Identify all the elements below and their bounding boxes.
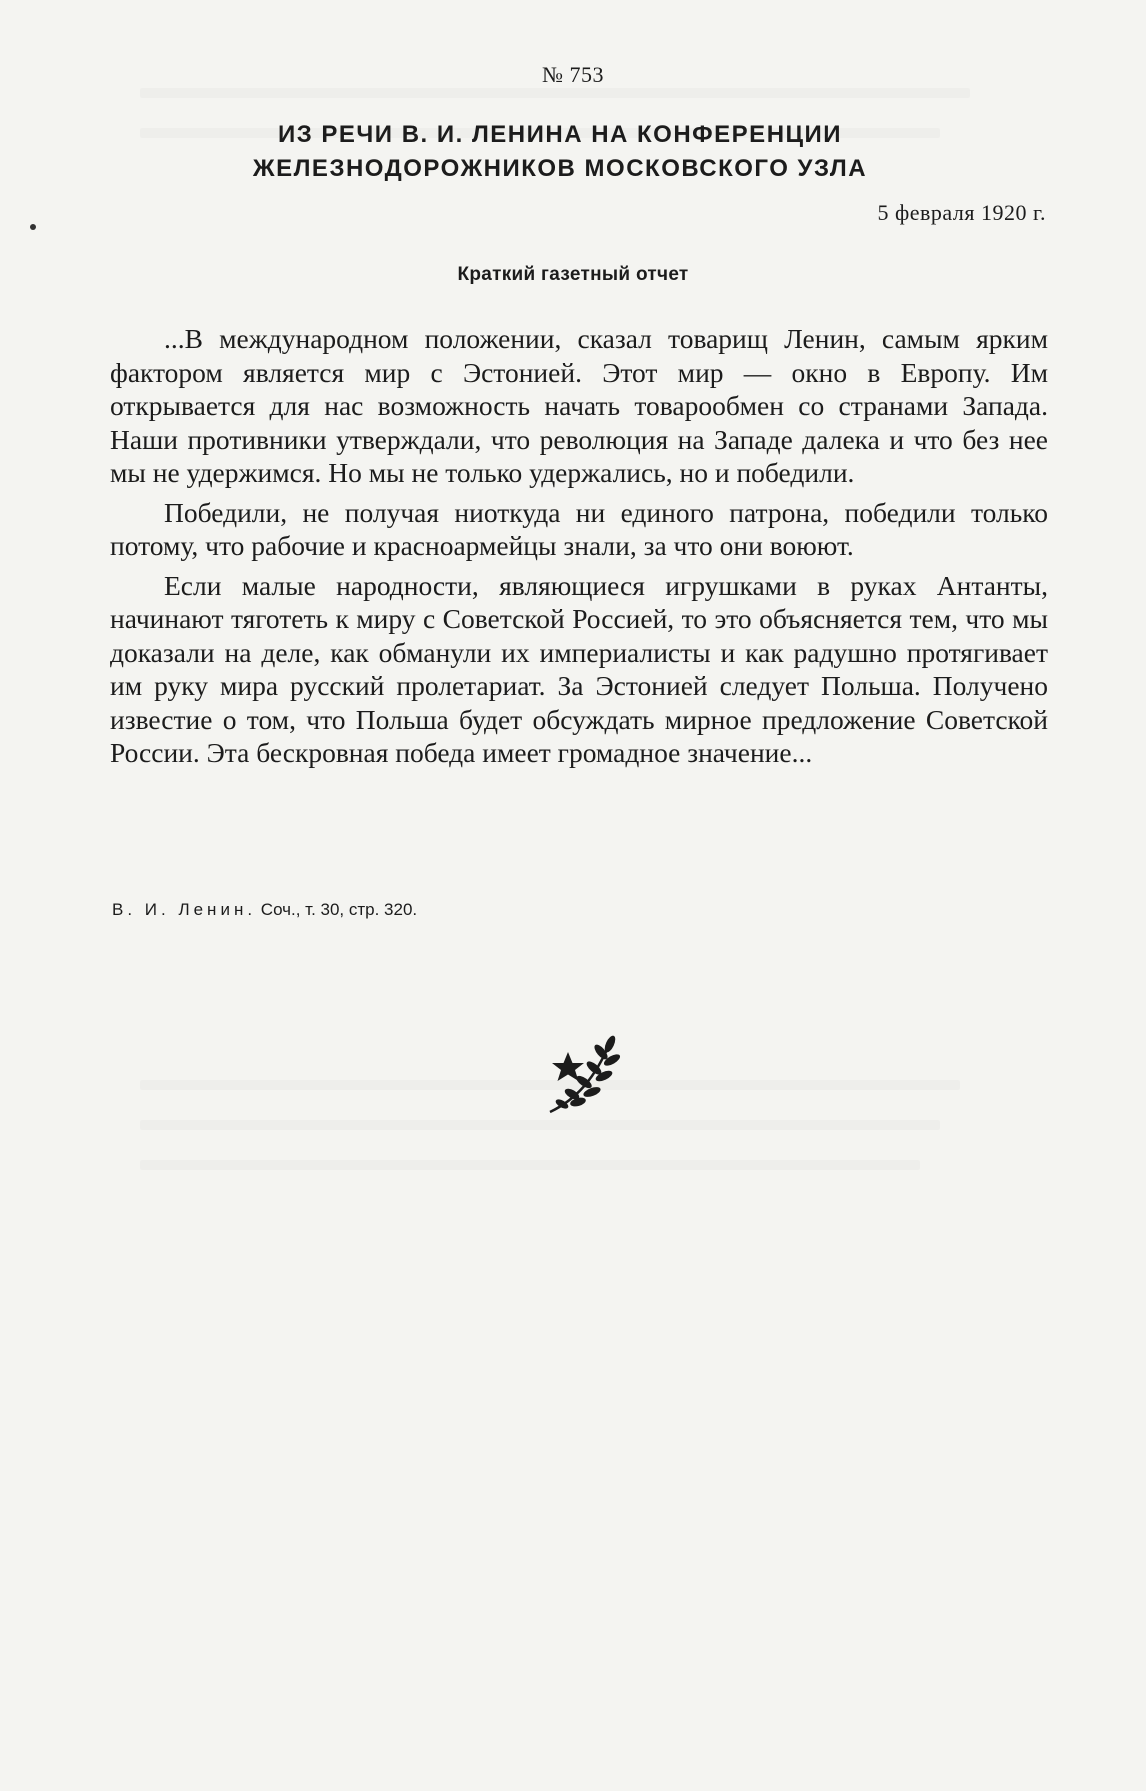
document-body	[110, 322, 1048, 776]
document-subtitle: Краткий газетный отчет	[457, 264, 689, 285]
source-citation	[112, 900, 417, 920]
document-date: 5 февраля 1920 г.	[877, 200, 1046, 225]
source-author: В. И. Ленин.	[112, 900, 257, 919]
source-reference: Соч., т. 30, стр. 320.	[256, 900, 418, 919]
show-through	[140, 1120, 940, 1130]
document-title	[160, 118, 960, 186]
document-number: № 753	[542, 62, 604, 87]
paragraph: Если малые народности, являющиеся игрушками в руках Антанты, начинают тяготеть к миру с Советской Россией, то это объясняется тем, что мы доказали на деле, как обманули их империалисты и как радушно протягивает им руку мира русский пролетариат. За Эстонией следует Польша. Получено известие о том, что Польша будет обсуждать мирное предложение Советской России. Эта бескровная победа имеет громадное значение...	[110, 569, 1048, 768]
print-speck	[30, 224, 36, 230]
paragraph: Победили, не получая ниоткуда ни единого патрона, победили только потому, что рабочие и красноармейцы знали, за что они воюют.	[110, 496, 1048, 561]
title-line: ИЗ РЕЧИ В. И. ЛЕНИНА НА КОНФЕРЕНЦИИ	[277, 121, 843, 148]
star-with-laurel-icon	[540, 1030, 630, 1120]
show-through	[140, 1160, 920, 1170]
title-line: ЖЕЛЕЗНОДОРОЖНИКОВ МОСКОВСКОГО УЗЛА	[252, 155, 868, 182]
paragraph: ...В международном положении, сказал товарищ Ленин, самым ярким фактором является мир с Эстонией. Этот мир — окно в Европу. Им открывается для нас возможность начать товарообмен со странами Запада. Наши противники утверждали, что революция на Западе далека и что без нее мы не удержимся. Но мы не только удержались, но и победили.	[110, 323, 1048, 488]
show-through	[140, 88, 970, 98]
